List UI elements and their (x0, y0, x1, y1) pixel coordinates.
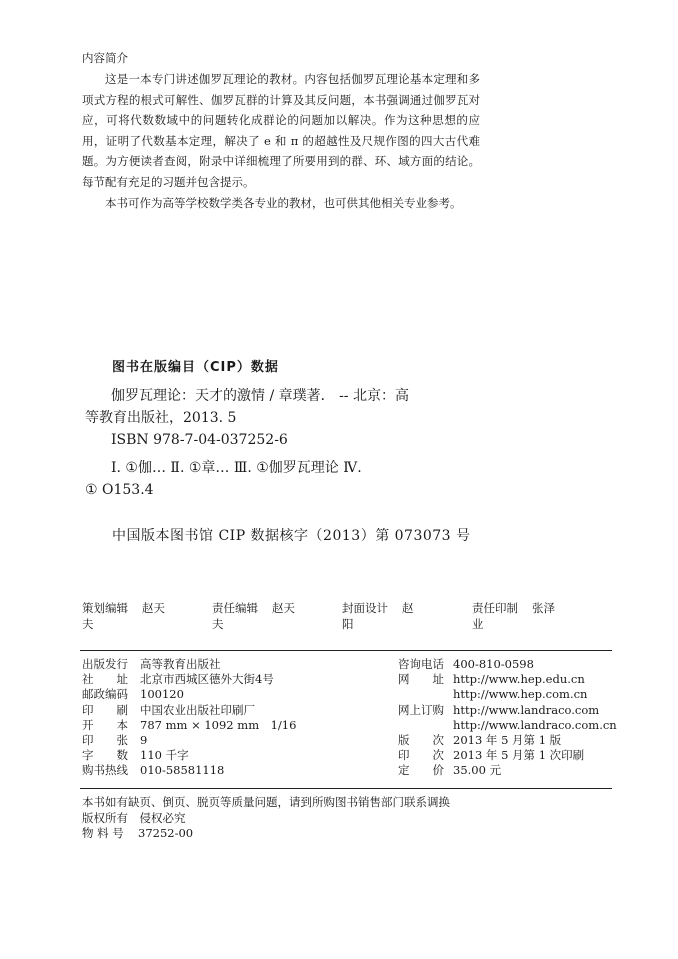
info-label (398, 718, 453, 733)
info-label (398, 687, 453, 702)
info-value: 中国农业出版社印刷厂 (140, 702, 255, 717)
staff-person: 张泽业 (472, 601, 555, 631)
staff-credit (212, 600, 302, 632)
info-value: 787 mm × 1092 mm 1/16 (140, 717, 297, 732)
info-row (398, 748, 618, 763)
info-value: 9 (140, 732, 148, 747)
staff-person: 赵天夫 (82, 601, 165, 631)
info-row (398, 718, 618, 733)
info-row (82, 748, 372, 763)
info-row (398, 672, 618, 687)
info-value: 2013 年 5 月第 1 版 (453, 732, 562, 747)
info-label: 印 次 (398, 748, 444, 763)
cip-isbn: ISBN 978-7-04-037252-6 (111, 432, 288, 448)
info-row (82, 672, 372, 687)
staff-credit (82, 600, 172, 632)
info-value: 110 千字 (140, 748, 189, 763)
website-link[interactable]: http://www.hep.com.cn (453, 687, 588, 702)
staff-credit (342, 600, 432, 632)
info-label: 购书热线 (82, 763, 128, 778)
intro-body (82, 69, 480, 213)
material-number (82, 826, 450, 841)
info-row (82, 687, 372, 702)
staff-role: 封面设计 (342, 601, 388, 615)
info-label: 邮政编码 (82, 687, 128, 702)
info-row (398, 763, 618, 778)
info-row (82, 763, 372, 778)
info-row (398, 733, 618, 748)
info-label: 社 址 (82, 672, 128, 687)
info-label: 网上订购 (398, 702, 444, 717)
info-value: 北京市西城区德外大街4号 (140, 672, 274, 687)
info-value: 010-58581118 (140, 763, 225, 778)
website-link[interactable]: http://www.landraco.com.cn (453, 717, 617, 732)
intro-paragraph: 这是一本专门讲述伽罗瓦理论的教材。内容包括伽罗瓦理论基本定理和多项式方程的根式可解性、伽罗瓦群的计算及其反问题，本书强调通过伽罗瓦对应，可将代数数域中的问题转化成群论的问题加以解决。作为这种思想的应用，证明了代数基本定理，解决了 e 和 π 的超越性及尺规作图的四大古代难题。为方便读者查阅，附录中详细梳理了所要用到的群、环、域方面的结论。每节配有充足的习题并包含提示。 (82, 72, 480, 189)
staff-role: 责任编辑 (212, 601, 258, 615)
info-value: 2013 年 5 月第 1 次印刷 (453, 748, 585, 763)
publication-info-right (398, 657, 618, 779)
info-row (82, 718, 372, 733)
info-value: 高等教育出版社 (140, 657, 221, 671)
info-row (398, 703, 618, 718)
quality-notice: 本书如有缺页、倒页、脱页等质量问题，请到所购图书销售部门联系调换 (82, 795, 450, 809)
info-row (82, 657, 372, 672)
cip-classification-code: ① O153.4 (85, 482, 154, 498)
cip-publisher-line: 等教育出版社，2013. 5 (85, 410, 237, 426)
info-value: 100120 (140, 687, 184, 702)
info-value: 400-810-0598 (453, 657, 534, 671)
cip-title-line: 伽罗瓦理论：天才的激情 / 章璞著． -- 北京：高 (111, 388, 409, 404)
info-label: 印 刷 (82, 702, 128, 717)
info-label: 字 数 (82, 748, 128, 763)
material-label: 物 料 号 (82, 826, 124, 840)
info-row (82, 703, 372, 718)
staff-person: 赵 阳 (342, 601, 425, 631)
staff-role: 策划编辑 (82, 601, 128, 615)
staff-credits (82, 600, 602, 632)
copyright-notice: 版权所有 侵权必究 (82, 810, 186, 825)
info-label: 网 址 (398, 672, 444, 687)
info-label: 定 价 (398, 763, 444, 778)
divider-top (80, 650, 612, 651)
info-label: 咨询电话 (398, 657, 444, 671)
material-value: 37252-00 (138, 826, 194, 840)
cip-record-number: 中国版本图书馆 CIP 数据核字（2013）第 073073 号 (112, 528, 471, 544)
info-label: 开 本 (82, 717, 128, 732)
info-label: 版 次 (398, 732, 444, 747)
info-label: 出版发行 (82, 657, 128, 671)
divider-bottom (80, 788, 612, 789)
cip-classification: Ⅰ. ①伽… Ⅱ. ①章… Ⅲ. ①伽罗瓦理论 Ⅳ. (111, 460, 362, 476)
info-row (398, 657, 618, 672)
info-label: 印 张 (82, 732, 128, 747)
info-value: 35.00 元 (453, 763, 502, 778)
staff-role: 责任印制 (472, 601, 518, 615)
info-row (82, 733, 372, 748)
cip-record (85, 385, 445, 501)
staff-person: 赵天夫 (212, 601, 295, 631)
publication-info-left (82, 657, 372, 779)
staff-credit (472, 600, 562, 632)
website-link[interactable]: http://www.landraco.com (453, 702, 600, 717)
intro-paragraph: 本书可作为高等学校数学类各专业的教材，也可供其他相关专业参考。 (105, 195, 462, 210)
footer-notice (82, 795, 450, 841)
info-row (398, 687, 618, 702)
cip-heading: 图书在版编目（CIP）数据 (112, 360, 279, 375)
intro-heading: 内容简介 (82, 51, 128, 65)
website-link[interactable]: http://www.hep.edu.cn (453, 672, 585, 687)
